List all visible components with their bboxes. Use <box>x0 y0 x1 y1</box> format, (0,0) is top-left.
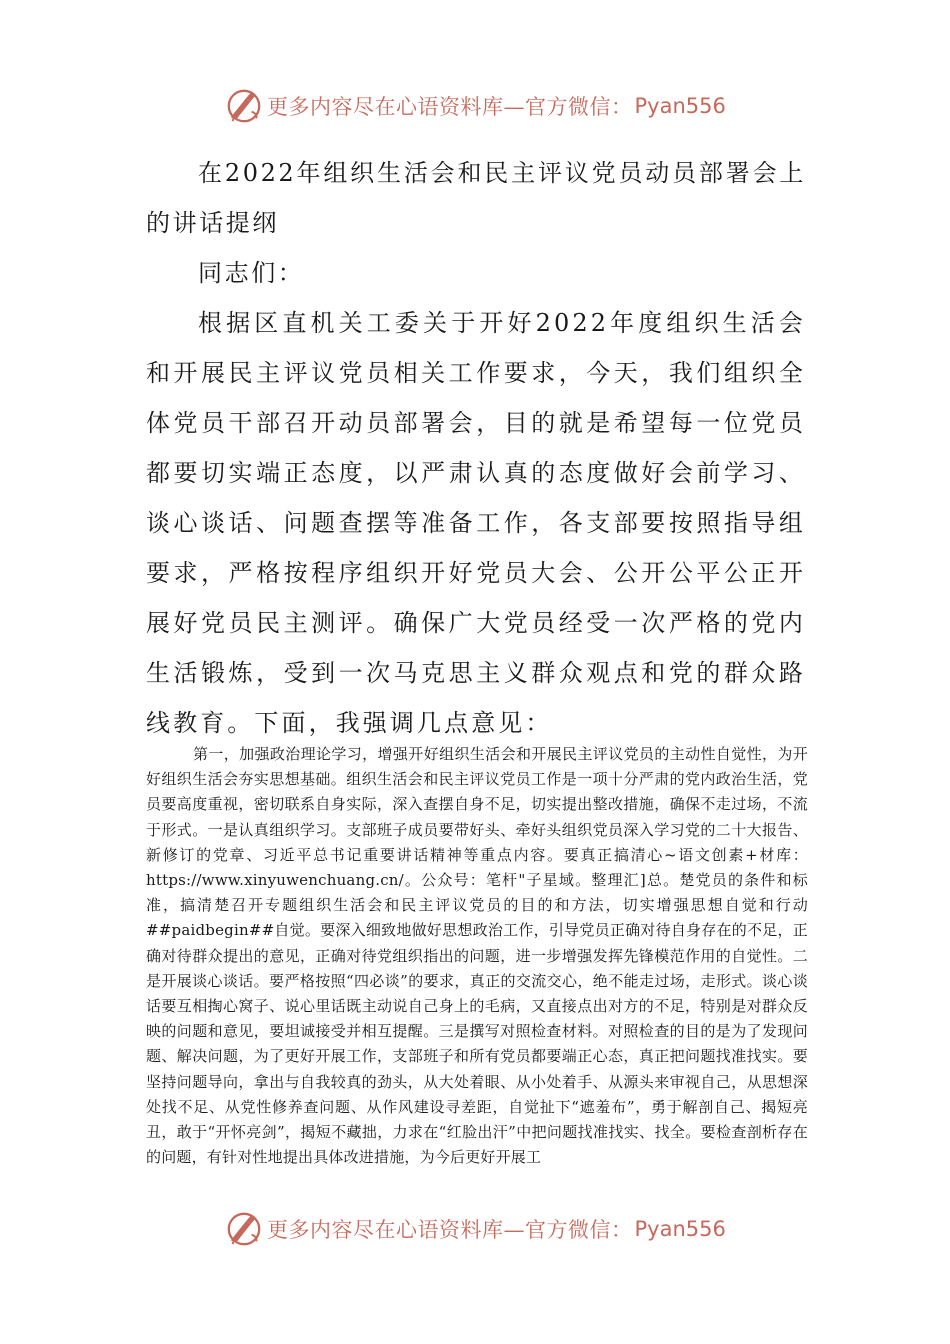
document-title: 在2022年组织生活会和民主评议党员动员部署会上的讲话提纲 <box>146 159 806 237</box>
header-watermark <box>225 84 726 128</box>
greeting: 同志们： <box>198 259 305 287</box>
pen-logo-icon <box>225 87 263 125</box>
pen-logo-icon <box>225 1210 263 1248</box>
watermark-wechat-id: Pyan556 <box>634 1217 726 1241</box>
footer-watermark <box>225 1207 726 1251</box>
intro-paragraph: 根据区直机关工委关于开好2022年度组织生活会和开展民主评议党员相关工作要求，今天，我们组织全体党员干部召开动员部署会，目的就是希望每一位党员都要切实端正态度，以严肃认真的态度做好会前学习、谈心谈话、问题查摆等准备工作，各支部要按照指导组要求，严格按程序组织开好党员大会、公开公平公正开展好党员民主测评。确保广大党员经受一次严格的党内生活锻炼，受到一次马克思主义群众观点和党的群众路线教育。下面，我强调几点意见： <box>146 309 806 737</box>
watermark-text: 更多内容尽在心语资料库—官方微信： <box>267 95 633 119</box>
watermark-wechat-id: Pyan556 <box>634 94 726 118</box>
watermark-text: 更多内容尽在心语资料库—官方微信： <box>267 1218 633 1242</box>
section-one-paragraph: 第一，加强政治理论学习，增强开好组织生活会和开展民主评议党员的主动性自觉性，为开好组织生活会夯实思想基础。组织生活会和民主评议党员工作是一项十分严肃的党内政治生活，党员要高度重视，密切联系自身实际，深入查摆自身不足，切实提出整改措施，确保不走过场，不流于形式。一是认真组织学习。支部班子成员要带好头、牵好头组织党员深入学习党的二十大报告、新修订的党章、习近平总书记重要讲话精神等重点内容。要真正搞清心~语文创素+材库：https://www.xinyuwenchuang.cn/。公众号：笔杆"子星域。整理汇]总。楚党员的条件和标准，搞清楚召开专题组织生活会和民主评议党员的目的和方法，切实增强思想自觉和行动##paidbegin##自觉。要深入细致地做好思想政治工作，引导党员正确对待自身存在的不足，正确对待群众提出的意见，正确对待党组织指出的问题，进一步增强发挥先锋模范作用的自觉性。二是开展谈心谈话。要严格按照“四必谈”的要求，真正的交流交心，绝不能走过场，走形式。谈心谈话要互相掏心窝子、说心里话既主动说自己身上的毛病，又直接点出对方的不足，特别是对群众反映的问题和意见，要坦诚接受并相互提醒。三是撰写对照检查材料。对照检查的目的是为了发现问题、解决问题，为了更好开展工作，支部班子和所有党员都要端正心态，真正把问题找准找实。要坚持问题导向，拿出与自我较真的劲头，从大处着眼、从小处着手、从源头来审视自己，从思想深处找不足、从党性修养查问题、从作风建设寻差距，自觉扯下“遮羞布”，勇于解剖自己、揭短亮丑，敢于“开怀亮剑”，揭短不藏拙，力求在“红脸出汗”中把问题找准找实、找全。要检查剖析存在的问题，有针对性地提出具体改进措施，为今后更好开展工 <box>146 745 809 1167</box>
